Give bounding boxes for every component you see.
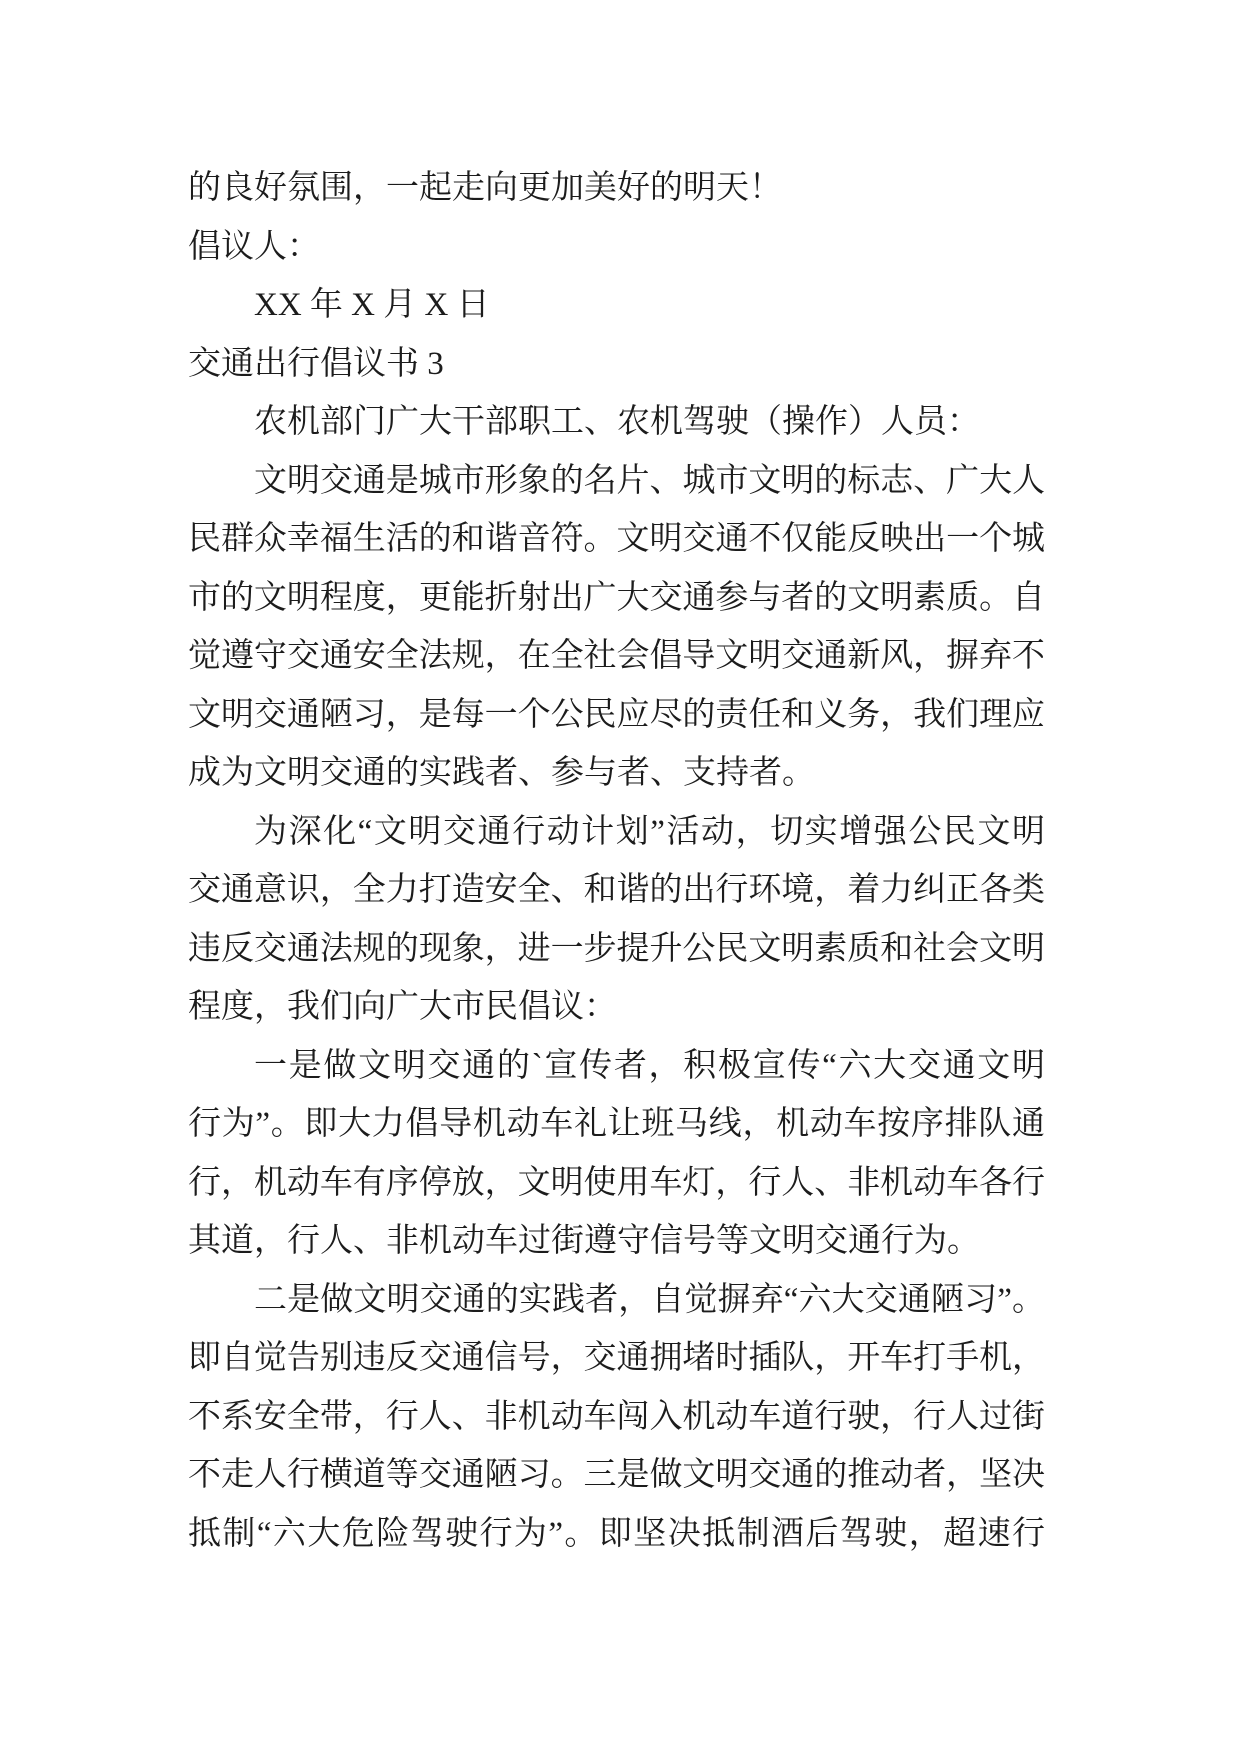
text-line-section-title: 交通出行倡议书 3 [188, 345, 444, 382]
text-line-body: 行为”。即大力倡导机动车礼让班马线，机动车按序排队通 [188, 1106, 1045, 1142]
text-line-body: 交通意识，全力打造安全、和谐的出行环境，着力纠正各类 [188, 872, 1045, 908]
text-line-body: 文明交通陋习，是每一个公民应尽的责任和义务，我们理应 [188, 696, 1045, 733]
text-line-body: 行，机动车有序停放，文明使用车灯，行人、非机动车各行 [188, 1164, 1045, 1201]
text-line-closing-paragraph: 的良好氛围，一起走向更加美好的明天！ [188, 170, 782, 206]
text-line-body: 即自觉告别违反交通信号，交通拥堵时插队，开车打手机， [188, 1340, 1045, 1376]
text-line-date: XX 年 X 月 X 日 [254, 287, 490, 323]
text-line-body: 文明交通是城市形象的名片、城市文明的标志、广大人 [254, 462, 1046, 499]
text-line-body: 一是做文明交通的`宣传者，积极宣传“六大交通文明 [254, 1047, 1045, 1084]
text-line-body: 为深化“文明交通行动计划”活动，切实增强公民文明 [254, 813, 1045, 850]
text-line-body: 其道，行人、非机动车过街遵守信号等文明交通行为。 [188, 1223, 980, 1259]
text-line-salutation: 农机部门广大干部职工、农机驾驶（操作）人员： [254, 404, 980, 440]
text-line-body: 不走人行横道等交通陋习。三是做文明交通的推动者，坚决 [188, 1457, 1045, 1493]
text-line-body: 市的文明程度，更能折射出广大交通参与者的文明素质。自 [188, 579, 1045, 616]
text-line-body: 二是做文明交通的实践者，自觉摒弃“六大交通陋习”。 [254, 1281, 1045, 1318]
text-line-body: 不系安全带，行人、非机动车闯入机动车道行驶，行人过街 [188, 1398, 1045, 1435]
text-line-body: 程度，我们向广大市民倡议： [188, 989, 617, 1025]
text-line-body: 觉遵守交通安全法规，在全社会倡导文明交通新风，摒弃不 [188, 638, 1045, 674]
document-page [188, 159, 1045, 1563]
text-line-signer-label: 倡议人： [188, 228, 320, 265]
text-line-body: 违反交通法规的现象，进一步提升公民文明素质和社会文明 [188, 930, 1045, 967]
text-line-body: 民群众幸福生活的和谐音符。文明交通不仅能反映出一个城 [188, 521, 1045, 557]
text-line-body: 抵制“六大危险驾驶行为”。即坚决抵制酒后驾驶，超速行 [188, 1515, 1045, 1552]
text-line-body: 成为文明交通的实践者、参与者、支持者。 [188, 755, 815, 791]
